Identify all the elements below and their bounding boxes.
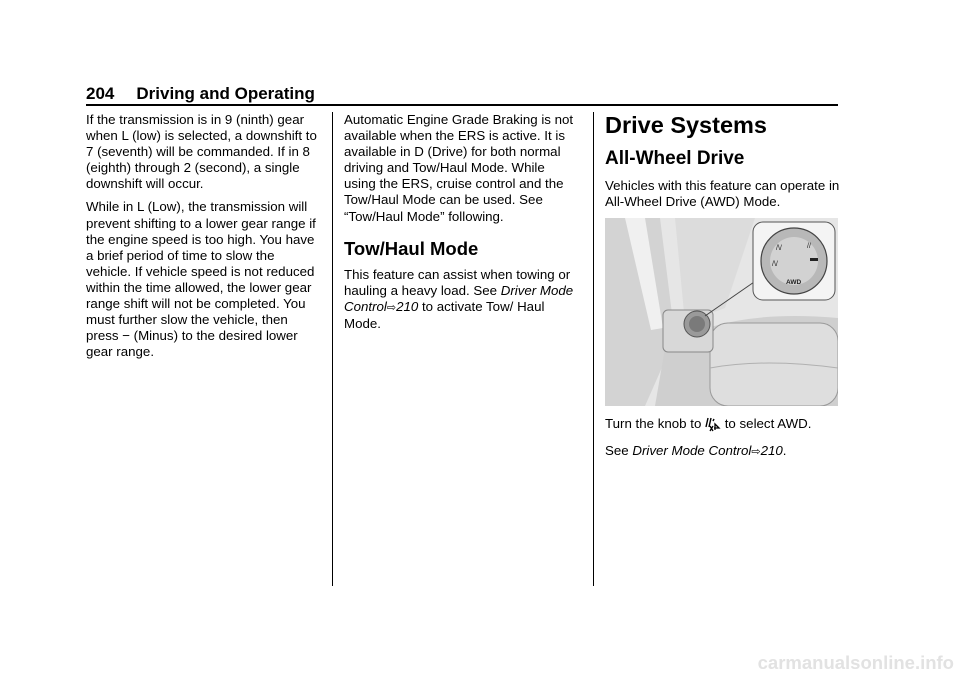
paragraph: If the transmission is in 9 (ninth) gear when L (low) is selected, a downshift to 7 (seventh) will be commanded. If in 8 (eighth) through 2 (second), a single downshift will occur. <box>86 112 317 192</box>
paragraph: This feature can assist when towing or hauling a heavy load. See Driver Mode Control⇨210 to activate Tow/ Haul Mode. <box>344 266 574 331</box>
page-ref-arrow-icon: ⇨ <box>386 301 397 314</box>
page-header <box>86 84 315 104</box>
page-ref-arrow-icon: ⇨ <box>751 446 761 459</box>
paragraph: Vehicles with this feature can operate in All-Wheel Drive (AWD) Mode. <box>605 178 840 210</box>
section-title: Driving and Operating <box>136 84 315 103</box>
column-1 <box>86 112 322 367</box>
xref-page[interactable]: 210 <box>760 443 783 459</box>
awd-knob-illustration <box>605 218 838 406</box>
watermark: carmanualsonline.info <box>757 652 954 673</box>
header-rule <box>86 104 838 106</box>
page-number: 204 <box>86 84 115 103</box>
knob-awd-label: AWD <box>786 279 802 287</box>
heading-tow-haul: Tow/Haul Mode <box>344 237 479 259</box>
paragraph: While in L (Low), the transmission will prevent shifting to a lower gear range if the engine speed is too high. You have a brief period of time to slow the vehicle. If vehicle speed is not reduced within the time allowed, the lower gear range shift will not be completed. You must further slow the vehicle, then press − (Minus) to the desired lower gear range. <box>86 199 316 360</box>
column-2 <box>344 112 580 339</box>
paragraph: Automatic Engine Grade Braking is not available when the ERS is active. It is available in D (Drive) for both normal driving and Tow/Haul Mode. While using the ERS, cruise control and the Tow/Haul Mode can be used. See “Tow/Haul Mode” following. <box>344 112 574 224</box>
column-divider <box>593 112 594 586</box>
heading-all-wheel-drive: All-Wheel Drive <box>605 148 745 169</box>
heading-drive-systems: Drive Systems <box>605 112 767 138</box>
xref-link[interactable]: Driver Mode Control <box>344 282 574 314</box>
awd-mode-icon <box>705 416 721 436</box>
svg-text://: // <box>807 243 811 251</box>
column-divider <box>332 112 333 586</box>
paragraph: See Driver Mode Control⇨210. <box>605 443 787 459</box>
svg-text:/\/: /\/ <box>772 261 778 269</box>
column-3 <box>605 112 841 467</box>
svg-text:/\/: /\/ <box>776 245 782 253</box>
paragraph: Turn the knob to to select AWD. <box>605 416 841 436</box>
xref-link[interactable]: Driver Mode Control <box>632 443 752 459</box>
xref-page[interactable]: 210 <box>396 298 419 314</box>
